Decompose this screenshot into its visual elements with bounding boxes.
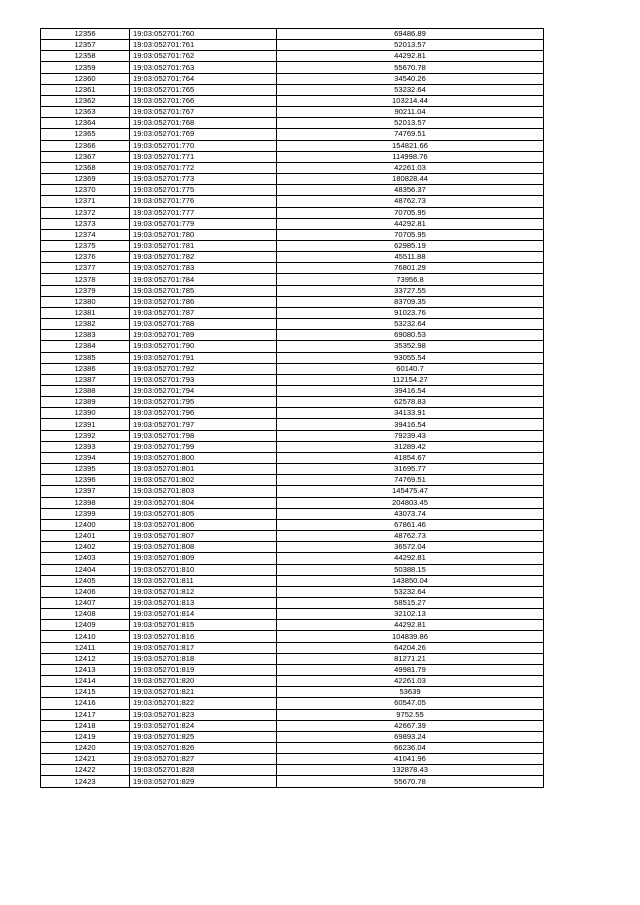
amount-cell: 64204.26 bbox=[277, 642, 544, 653]
table-row bbox=[41, 597, 544, 608]
amount-cell: 53639 bbox=[277, 687, 544, 698]
table-row bbox=[41, 765, 544, 776]
data-table-body bbox=[41, 29, 544, 788]
row-number-cell: 12422 bbox=[41, 765, 130, 776]
table-row bbox=[41, 497, 544, 508]
amount-cell: 45511.88 bbox=[277, 252, 544, 263]
row-number-cell: 12411 bbox=[41, 642, 130, 653]
amount-cell: 70705.95 bbox=[277, 229, 544, 240]
cadastral-number-cell: 19:03:052701:770 bbox=[130, 140, 277, 151]
cadastral-number-cell: 19:03:052701:775 bbox=[130, 185, 277, 196]
row-number-cell: 12390 bbox=[41, 408, 130, 419]
amount-cell: 34540.26 bbox=[277, 73, 544, 84]
row-number-cell: 12413 bbox=[41, 664, 130, 675]
amount-cell: 70705.95 bbox=[277, 207, 544, 218]
amount-cell: 42667.39 bbox=[277, 720, 544, 731]
table-row bbox=[41, 419, 544, 430]
table-row bbox=[41, 352, 544, 363]
cadastral-number-cell: 19:03:052701:761 bbox=[130, 40, 277, 51]
cadastral-number-cell: 19:03:052701:780 bbox=[130, 229, 277, 240]
row-number-cell: 12397 bbox=[41, 486, 130, 497]
table-row bbox=[41, 330, 544, 341]
row-number-cell: 12374 bbox=[41, 229, 130, 240]
table-row bbox=[41, 620, 544, 631]
cadastral-number-cell: 19:03:052701:763 bbox=[130, 62, 277, 73]
table-row bbox=[41, 252, 544, 263]
cadastral-number-cell: 19:03:052701:791 bbox=[130, 352, 277, 363]
cadastral-number-cell: 19:03:052701:781 bbox=[130, 240, 277, 251]
row-number-cell: 12367 bbox=[41, 151, 130, 162]
cadastral-number-cell: 19:03:052701:800 bbox=[130, 452, 277, 463]
amount-cell: 35352.98 bbox=[277, 341, 544, 352]
cadastral-number-cell: 19:03:052701:814 bbox=[130, 609, 277, 620]
cadastral-number-cell: 19:03:052701:792 bbox=[130, 363, 277, 374]
row-number-cell: 12423 bbox=[41, 776, 130, 787]
table-row bbox=[41, 129, 544, 140]
row-number-cell: 12358 bbox=[41, 51, 130, 62]
table-row bbox=[41, 307, 544, 318]
amount-cell: 112154.27 bbox=[277, 374, 544, 385]
table-row bbox=[41, 519, 544, 530]
table-row bbox=[41, 319, 544, 330]
table-row bbox=[41, 687, 544, 698]
amount-cell: 39416.54 bbox=[277, 419, 544, 430]
cadastral-number-cell: 19:03:052701:819 bbox=[130, 664, 277, 675]
table-row bbox=[41, 676, 544, 687]
table-row bbox=[41, 51, 544, 62]
cadastral-number-cell: 19:03:052701:799 bbox=[130, 441, 277, 452]
row-number-cell: 12372 bbox=[41, 207, 130, 218]
amount-cell: 39416.54 bbox=[277, 386, 544, 397]
row-number-cell: 12404 bbox=[41, 564, 130, 575]
row-number-cell: 12382 bbox=[41, 319, 130, 330]
amount-cell: 132878.43 bbox=[277, 765, 544, 776]
cadastral-number-cell: 19:03:052701:808 bbox=[130, 542, 277, 553]
row-number-cell: 12368 bbox=[41, 162, 130, 173]
cadastral-number-cell: 19:03:052701:828 bbox=[130, 765, 277, 776]
cadastral-number-cell: 19:03:052701:777 bbox=[130, 207, 277, 218]
table-row bbox=[41, 586, 544, 597]
table-row bbox=[41, 218, 544, 229]
amount-cell: 104839.86 bbox=[277, 631, 544, 642]
table-row bbox=[41, 107, 544, 118]
amount-cell: 69080.53 bbox=[277, 330, 544, 341]
amount-cell: 49981.79 bbox=[277, 664, 544, 675]
amount-cell: 33727.55 bbox=[277, 285, 544, 296]
table-row bbox=[41, 631, 544, 642]
amount-cell: 41854.67 bbox=[277, 452, 544, 463]
table-row bbox=[41, 274, 544, 285]
row-number-cell: 12403 bbox=[41, 553, 130, 564]
amount-cell: 114998.76 bbox=[277, 151, 544, 162]
table-row bbox=[41, 564, 544, 575]
cadastral-number-cell: 19:03:052701:782 bbox=[130, 252, 277, 263]
amount-cell: 154821.66 bbox=[277, 140, 544, 151]
row-number-cell: 12381 bbox=[41, 307, 130, 318]
amount-cell: 60547.05 bbox=[277, 698, 544, 709]
table-row bbox=[41, 731, 544, 742]
row-number-cell: 12420 bbox=[41, 743, 130, 754]
row-number-cell: 12406 bbox=[41, 586, 130, 597]
table-row bbox=[41, 709, 544, 720]
row-number-cell: 12417 bbox=[41, 709, 130, 720]
row-number-cell: 12364 bbox=[41, 118, 130, 129]
table-row bbox=[41, 386, 544, 397]
row-number-cell: 12370 bbox=[41, 185, 130, 196]
cadastral-number-cell: 19:03:052701:822 bbox=[130, 698, 277, 709]
table-row bbox=[41, 140, 544, 151]
row-number-cell: 12362 bbox=[41, 95, 130, 106]
row-number-cell: 12414 bbox=[41, 676, 130, 687]
row-number-cell: 12412 bbox=[41, 653, 130, 664]
table-row bbox=[41, 151, 544, 162]
cadastral-number-cell: 19:03:052701:815 bbox=[130, 620, 277, 631]
cadastral-number-cell: 19:03:052701:821 bbox=[130, 687, 277, 698]
cadastral-number-cell: 19:03:052701:816 bbox=[130, 631, 277, 642]
amount-cell: 145475.47 bbox=[277, 486, 544, 497]
amount-cell: 34133.91 bbox=[277, 408, 544, 419]
amount-cell: 204803.45 bbox=[277, 497, 544, 508]
cadastral-number-cell: 19:03:052701:796 bbox=[130, 408, 277, 419]
row-number-cell: 12399 bbox=[41, 508, 130, 519]
cadastral-number-cell: 19:03:052701:789 bbox=[130, 330, 277, 341]
row-number-cell: 12405 bbox=[41, 575, 130, 586]
cadastral-number-cell: 19:03:052701:772 bbox=[130, 162, 277, 173]
table-row bbox=[41, 397, 544, 408]
row-number-cell: 12407 bbox=[41, 597, 130, 608]
row-number-cell: 12410 bbox=[41, 631, 130, 642]
row-number-cell: 12398 bbox=[41, 497, 130, 508]
amount-cell: 41041.96 bbox=[277, 754, 544, 765]
table-row bbox=[41, 653, 544, 664]
table-row bbox=[41, 73, 544, 84]
amount-cell: 31289.42 bbox=[277, 441, 544, 452]
row-number-cell: 12384 bbox=[41, 341, 130, 352]
amount-cell: 31695.77 bbox=[277, 464, 544, 475]
cadastral-number-cell: 19:03:052701:823 bbox=[130, 709, 277, 720]
table-row bbox=[41, 118, 544, 129]
amount-cell: 69486.89 bbox=[277, 29, 544, 40]
row-number-cell: 12409 bbox=[41, 620, 130, 631]
row-number-cell: 12385 bbox=[41, 352, 130, 363]
cadastral-number-cell: 19:03:052701:795 bbox=[130, 397, 277, 408]
table-row bbox=[41, 408, 544, 419]
amount-cell: 42261.03 bbox=[277, 676, 544, 687]
row-number-cell: 12401 bbox=[41, 531, 130, 542]
table-row bbox=[41, 296, 544, 307]
amount-cell: 48356.37 bbox=[277, 185, 544, 196]
table-row bbox=[41, 95, 544, 106]
amount-cell: 103214.44 bbox=[277, 95, 544, 106]
amount-cell: 62985.19 bbox=[277, 240, 544, 251]
row-number-cell: 12408 bbox=[41, 609, 130, 620]
cadastral-number-cell: 19:03:052701:820 bbox=[130, 676, 277, 687]
row-number-cell: 12357 bbox=[41, 40, 130, 51]
amount-cell: 79239.43 bbox=[277, 430, 544, 441]
row-number-cell: 12369 bbox=[41, 174, 130, 185]
cadastral-number-cell: 19:03:052701:805 bbox=[130, 508, 277, 519]
row-number-cell: 12376 bbox=[41, 252, 130, 263]
cadastral-number-cell: 19:03:052701:797 bbox=[130, 419, 277, 430]
table-row bbox=[41, 207, 544, 218]
row-number-cell: 12375 bbox=[41, 240, 130, 251]
row-number-cell: 12356 bbox=[41, 29, 130, 40]
cadastral-number-cell: 19:03:052701:812 bbox=[130, 586, 277, 597]
row-number-cell: 12377 bbox=[41, 263, 130, 274]
amount-cell: 44292.81 bbox=[277, 51, 544, 62]
row-number-cell: 12393 bbox=[41, 441, 130, 452]
amount-cell: 55670.78 bbox=[277, 776, 544, 787]
row-number-cell: 12392 bbox=[41, 430, 130, 441]
cadastral-number-cell: 19:03:052701:766 bbox=[130, 95, 277, 106]
amount-cell: 52013.57 bbox=[277, 118, 544, 129]
row-number-cell: 12388 bbox=[41, 386, 130, 397]
amount-cell: 53232.64 bbox=[277, 586, 544, 597]
cadastral-number-cell: 19:03:052701:787 bbox=[130, 307, 277, 318]
amount-cell: 74769.51 bbox=[277, 475, 544, 486]
row-number-cell: 12371 bbox=[41, 196, 130, 207]
table-row bbox=[41, 430, 544, 441]
amount-cell: 9752.55 bbox=[277, 709, 544, 720]
row-number-cell: 12361 bbox=[41, 84, 130, 95]
row-number-cell: 12380 bbox=[41, 296, 130, 307]
cadastral-number-cell: 19:03:052701:786 bbox=[130, 296, 277, 307]
table-row bbox=[41, 263, 544, 274]
cadastral-number-cell: 19:03:052701:825 bbox=[130, 731, 277, 742]
table-row bbox=[41, 162, 544, 173]
table-row bbox=[41, 508, 544, 519]
row-number-cell: 12386 bbox=[41, 363, 130, 374]
cadastral-number-cell: 19:03:052701:764 bbox=[130, 73, 277, 84]
amount-cell: 60140.7 bbox=[277, 363, 544, 374]
amount-cell: 90211.04 bbox=[277, 107, 544, 118]
table-row bbox=[41, 642, 544, 653]
cadastral-number-cell: 19:03:052701:765 bbox=[130, 84, 277, 95]
row-number-cell: 12378 bbox=[41, 274, 130, 285]
amount-cell: 143850.04 bbox=[277, 575, 544, 586]
amount-cell: 83709.35 bbox=[277, 296, 544, 307]
amount-cell: 44292.81 bbox=[277, 553, 544, 564]
cadastral-number-cell: 19:03:052701:793 bbox=[130, 374, 277, 385]
cadastral-number-cell: 19:03:052701:806 bbox=[130, 519, 277, 530]
cadastral-number-cell: 19:03:052701:783 bbox=[130, 263, 277, 274]
amount-cell: 66236.04 bbox=[277, 743, 544, 754]
row-number-cell: 12363 bbox=[41, 107, 130, 118]
cadastral-number-cell: 19:03:052701:794 bbox=[130, 386, 277, 397]
table-row bbox=[41, 185, 544, 196]
table-row bbox=[41, 174, 544, 185]
row-number-cell: 12389 bbox=[41, 397, 130, 408]
table-row bbox=[41, 441, 544, 452]
row-number-cell: 12421 bbox=[41, 754, 130, 765]
row-number-cell: 12416 bbox=[41, 698, 130, 709]
table-row bbox=[41, 754, 544, 765]
table-row bbox=[41, 229, 544, 240]
amount-cell: 36572.04 bbox=[277, 542, 544, 553]
cadastral-number-cell: 19:03:052701:802 bbox=[130, 475, 277, 486]
table-row bbox=[41, 575, 544, 586]
row-number-cell: 12394 bbox=[41, 452, 130, 463]
cadastral-number-cell: 19:03:052701:811 bbox=[130, 575, 277, 586]
table-row bbox=[41, 341, 544, 352]
amount-cell: 32102.13 bbox=[277, 609, 544, 620]
cadastral-number-cell: 19:03:052701:788 bbox=[130, 319, 277, 330]
amount-cell: 58515.27 bbox=[277, 597, 544, 608]
cadastral-number-cell: 19:03:052701:767 bbox=[130, 107, 277, 118]
row-number-cell: 12415 bbox=[41, 687, 130, 698]
row-number-cell: 12360 bbox=[41, 73, 130, 84]
cadastral-number-cell: 19:03:052701:827 bbox=[130, 754, 277, 765]
amount-cell: 48762.73 bbox=[277, 196, 544, 207]
table-row bbox=[41, 452, 544, 463]
cadastral-number-cell: 19:03:052701:829 bbox=[130, 776, 277, 787]
row-number-cell: 12373 bbox=[41, 218, 130, 229]
cadastral-number-cell: 19:03:052701:762 bbox=[130, 51, 277, 62]
table-row bbox=[41, 464, 544, 475]
cadastral-number-cell: 19:03:052701:824 bbox=[130, 720, 277, 731]
cadastral-number-cell: 19:03:052701:768 bbox=[130, 118, 277, 129]
cadastral-number-cell: 19:03:052701:809 bbox=[130, 553, 277, 564]
amount-cell: 93055.54 bbox=[277, 352, 544, 363]
table-row bbox=[41, 285, 544, 296]
cadastral-number-cell: 19:03:052701:760 bbox=[130, 29, 277, 40]
row-number-cell: 12418 bbox=[41, 720, 130, 731]
cadastral-number-cell: 19:03:052701:810 bbox=[130, 564, 277, 575]
cadastral-number-cell: 19:03:052701:826 bbox=[130, 743, 277, 754]
amount-cell: 53232.64 bbox=[277, 84, 544, 95]
row-number-cell: 12395 bbox=[41, 464, 130, 475]
amount-cell: 76801.29 bbox=[277, 263, 544, 274]
amount-cell: 91023.76 bbox=[277, 307, 544, 318]
amount-cell: 180828.44 bbox=[277, 174, 544, 185]
row-number-cell: 12379 bbox=[41, 285, 130, 296]
row-number-cell: 12387 bbox=[41, 374, 130, 385]
amount-cell: 69893.24 bbox=[277, 731, 544, 742]
cadastral-number-cell: 19:03:052701:813 bbox=[130, 597, 277, 608]
cadastral-number-cell: 19:03:052701:818 bbox=[130, 653, 277, 664]
row-number-cell: 12396 bbox=[41, 475, 130, 486]
cadastral-number-cell: 19:03:052701:817 bbox=[130, 642, 277, 653]
cadastral-number-cell: 19:03:052701:771 bbox=[130, 151, 277, 162]
cadastral-number-cell: 19:03:052701:804 bbox=[130, 497, 277, 508]
amount-cell: 52013.57 bbox=[277, 40, 544, 51]
cadastral-number-cell: 19:03:052701:801 bbox=[130, 464, 277, 475]
row-number-cell: 12383 bbox=[41, 330, 130, 341]
table-row bbox=[41, 609, 544, 620]
amount-cell: 44292.81 bbox=[277, 218, 544, 229]
cadastral-number-cell: 19:03:052701:769 bbox=[130, 129, 277, 140]
table-row bbox=[41, 776, 544, 787]
amount-cell: 67861.46 bbox=[277, 519, 544, 530]
cadastral-number-cell: 19:03:052701:779 bbox=[130, 218, 277, 229]
amount-cell: 44292.81 bbox=[277, 620, 544, 631]
table-row bbox=[41, 542, 544, 553]
table-row bbox=[41, 486, 544, 497]
row-number-cell: 12402 bbox=[41, 542, 130, 553]
table-row bbox=[41, 531, 544, 542]
table-row bbox=[41, 475, 544, 486]
table-row bbox=[41, 698, 544, 709]
table-row bbox=[41, 374, 544, 385]
table-row bbox=[41, 84, 544, 95]
amount-cell: 53232.64 bbox=[277, 319, 544, 330]
table-row bbox=[41, 29, 544, 40]
cadastral-number-cell: 19:03:052701:803 bbox=[130, 486, 277, 497]
amount-cell: 73956.8 bbox=[277, 274, 544, 285]
row-number-cell: 12359 bbox=[41, 62, 130, 73]
row-number-cell: 12419 bbox=[41, 731, 130, 742]
amount-cell: 74769.51 bbox=[277, 129, 544, 140]
table-row bbox=[41, 743, 544, 754]
cadastral-number-cell: 19:03:052701:784 bbox=[130, 274, 277, 285]
table-row bbox=[41, 664, 544, 675]
table-row bbox=[41, 196, 544, 207]
row-number-cell: 12391 bbox=[41, 419, 130, 430]
table-row bbox=[41, 240, 544, 251]
amount-cell: 55670.78 bbox=[277, 62, 544, 73]
data-table bbox=[40, 28, 544, 788]
cadastral-number-cell: 19:03:052701:790 bbox=[130, 341, 277, 352]
table-row bbox=[41, 363, 544, 374]
amount-cell: 48762.73 bbox=[277, 531, 544, 542]
amount-cell: 43073.74 bbox=[277, 508, 544, 519]
amount-cell: 62578.83 bbox=[277, 397, 544, 408]
table-row bbox=[41, 720, 544, 731]
amount-cell: 42261.03 bbox=[277, 162, 544, 173]
table-row bbox=[41, 553, 544, 564]
cadastral-number-cell: 19:03:052701:785 bbox=[130, 285, 277, 296]
cadastral-number-cell: 19:03:052701:773 bbox=[130, 174, 277, 185]
cadastral-number-cell: 19:03:052701:776 bbox=[130, 196, 277, 207]
table-row bbox=[41, 62, 544, 73]
amount-cell: 50388.15 bbox=[277, 564, 544, 575]
table-row bbox=[41, 40, 544, 51]
row-number-cell: 12365 bbox=[41, 129, 130, 140]
amount-cell: 81271.21 bbox=[277, 653, 544, 664]
cadastral-number-cell: 19:03:052701:807 bbox=[130, 531, 277, 542]
cadastral-number-cell: 19:03:052701:798 bbox=[130, 430, 277, 441]
row-number-cell: 12400 bbox=[41, 519, 130, 530]
row-number-cell: 12366 bbox=[41, 140, 130, 151]
